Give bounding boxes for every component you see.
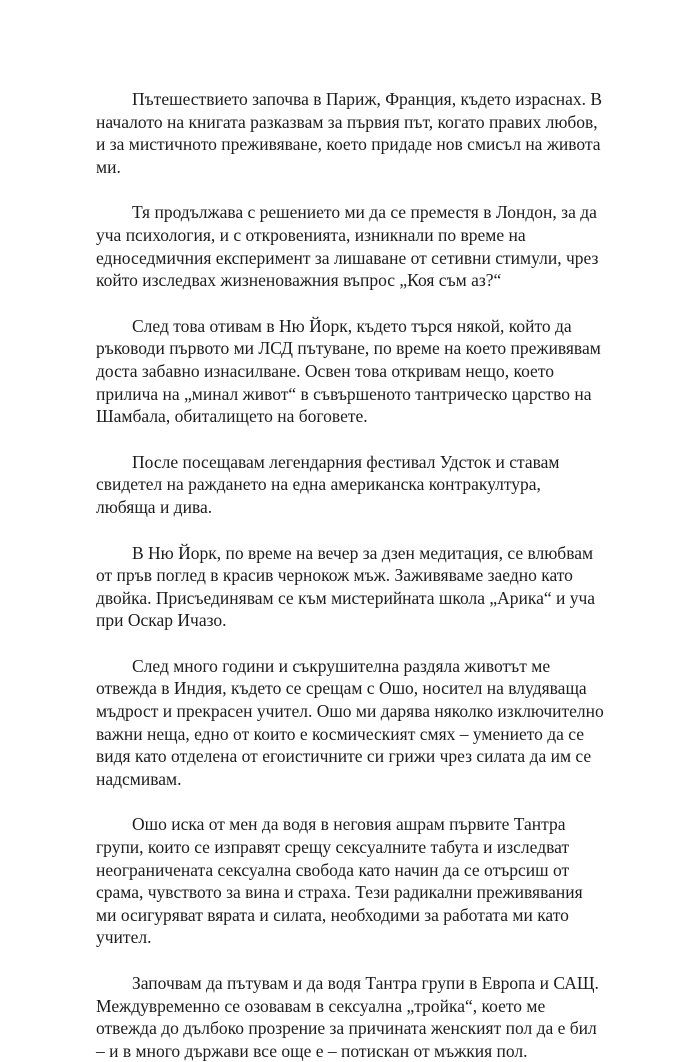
paragraph-6: След много години и съкрушителна раздяла животът ме отвежда в Индия, където се срещам с Ошо, носител на влудяваща мъдрост и прекрасен учител. Ошо ми дарява няколко изключително важни неща, едно от които е космическият смях – умението да се видя като отделена от егоистичните си грижи чрез силата да им се надсмивам. — [96, 655, 604, 789]
paragraph-5: В Ню Йорк, по време на вечер за дзен медитация, се влюбвам от пръв поглед в красив чернокож мъж. Заживяваме заедно като двойка. Присъединявам се към мистерийната школа „Арика“ и уча при Оскар Ичазо. — [96, 542, 596, 631]
paragraph-7: Ошо иска от мен да водя в неговия ашрам първите Тантра групи, които се изправят срещу сексуалните табута и изследват неограничената сексуална свобода като начин да се отърсиш от срама, чувството за вина и страха. Тези радикални преживявания ми осигуряват вярата и силата, необходими за работата ми като учител. — [96, 814, 583, 948]
paragraph-3: След това отивам в Ню Йорк, където търся някой, който да ръководи първото ми ЛСД пътуване, по време на което преживявам доста забавно изнасилване. Освен това откривам нещо, което прилича на „минал живот“ в съвършеното тантрическо царство на Шамбала, обиталището на боговете. — [96, 315, 601, 427]
paragraph-8: Започвам да пътувам и да водя Тантра групи в Европа и САЩ. Междувременно се озовавам в сексуална „тройка“, което ме отвежда до дълбоко прозрение за причината женският пол да е бил – и в много държави все още е – потискан от мъжкия пол. — [96, 973, 599, 1061]
paragraph-1: Пътешествието започва в Париж, Франция, където израснах. В началото на книгата разказвам за първия път, когато правих любов, и за мистичното преживяване, което придаде нов смисъл на живота ми. — [96, 89, 603, 177]
paragraph-2: Тя продължава с решението ми да се преместя в Лондон, за да уча психология, и с откровенията, изникнали по време на едноседмичния експеримент за лишаване от сетивни стимули, чрез който изследвах жизненоважния въпрос „Коя съм аз?“ — [96, 202, 599, 291]
paragraph-4: После посещавам легендарния фестивал Удсток и ставам свидетел на раждането на една американска контракултура, любяща и дива. — [96, 451, 560, 517]
